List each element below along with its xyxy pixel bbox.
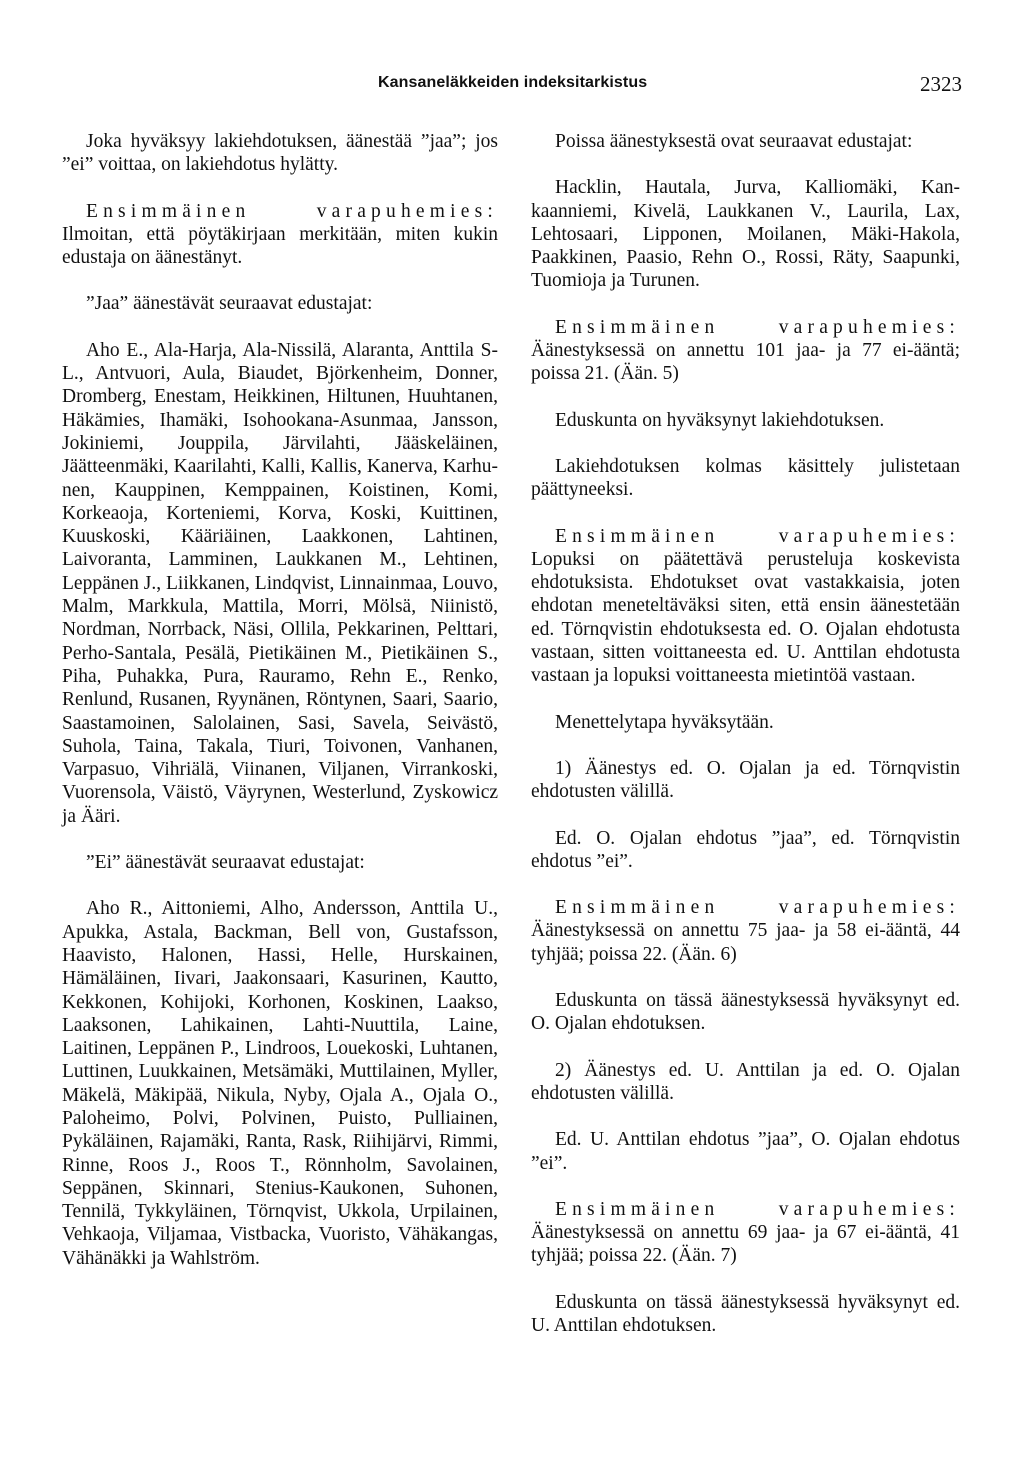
left-column bbox=[62, 130, 498, 1293]
paragraph: Menettelytapa hyväksytään. bbox=[555, 711, 774, 733]
speaker-paragraph bbox=[531, 1198, 960, 1268]
speech-text: Äänestyksessä on annettu 101 jaa- ja 77 ei-ääntä; poissa 21. (Ään. 5) bbox=[531, 340, 960, 385]
speaker-name: Ensimmäinen varapuhemies: bbox=[86, 200, 498, 222]
right-column bbox=[531, 130, 960, 1360]
member-list: Aho E., Ala-Harja, Ala-Nissilä, Alaranta, Anttila S-L., Antvuori, Aula, Biaudet, Björkenheim, Donner, Dromberg, Enestam, Heikkinen, Hiltunen, Huuhtanen, Häkämies, Ihamäki, Isohookana-Asunmaa, Jansson, Jokiniemi, Jouppila, Järvilahti, Jääskeläinen, Jäätteenmäki, Kaarilahti, Kalli, Kallis, Kanerva, Karhunen, Kauppinen, Kemppainen, Koistinen, Komi, Korkeaoja, Korteniemi, Korva, Koski, Kuittinen, Kuuskoski, Kääriäinen, Laakkonen, Lahtinen, Laivoranta, Lamminen, Laukkanen M., Lehtinen, Leppänen J., Liikkanen, Lindqvist, Linnainmaa, Louvo, Malm, Markkula, Mattila, Morri, Mölsä, Niinistö, Nordman, Norrback, Näsi, Ollila, Pekkarinen, Pelttari, Perho-Santala, Pesälä, Pietikäinen M., Pietikäinen S., Piha, Puhakka, Pura, Rauramo, Rehn E., Renko, Renlund, Rusanen, Ryynänen, Röntynen, Saari, Saario, Saastamoinen, Salolainen, Sasi, Savela, Seivästö, Suhola, Taina, Takala, Tiuri, Toivonen, Vanhanen, Varpasuo, Vihriälä, Viinanen, Viljanen, Virrankoski, Vuorensola, Väistö, Väyrynen, Westerlund, Zyskowicz ja Ääri. bbox=[62, 339, 498, 827]
paragraph: 1) Äänestys ed. O. Ojalan ja ed. Törnqvistin ehdotusten välillä. bbox=[531, 757, 960, 803]
speaker-name: Ensimmäinen varapuhemies: bbox=[555, 897, 960, 919]
speaker-name: Ensimmäinen varapuhemies: bbox=[555, 1198, 960, 1220]
paragraph: Ed. O. Ojalan ehdotus ”jaa”, ed. Törnqvistin ehdotus ”ei”. bbox=[531, 827, 960, 872]
speaker-paragraph bbox=[531, 896, 960, 966]
paragraph: Poissa äänestyksestä ovat seuraavat edustajat: bbox=[555, 131, 913, 152]
paragraph: Ed. U. Anttilan ehdotus ”jaa”, O. Ojalan ehdotus ”ei”. bbox=[531, 1129, 960, 1174]
paragraph: Eduskunta on tässä äänestyksessä hyväksynyt ed. U. Anttilan ehdotuksen. bbox=[531, 1291, 960, 1336]
speech-text: Äänestyksessä on annettu 69 jaa- ja 67 ei-ääntä, 41 tyhjää; poissa 22. (Ään. 7) bbox=[531, 1222, 960, 1267]
speaker-paragraph bbox=[531, 525, 960, 688]
paragraph: Eduskunta on hyväksynyt lakiehdotuksen. bbox=[555, 409, 885, 431]
speech-text: Äänestyksessä on annettu 75 jaa- ja 58 ei-ääntä, 44 tyhjää; poissa 22. (Ään. 6) bbox=[531, 920, 960, 965]
paragraph: ”Ei” äänestävät seuraavat edustajat: bbox=[86, 852, 365, 874]
speaker-paragraph bbox=[531, 316, 960, 386]
speech-text: Ilmoitan, että pöytäkirjaan merkitään, miten kukin edustaja on äänestänyt. bbox=[62, 223, 498, 269]
paragraph: Eduskunta on tässä äänestyksessä hyväksynyt ed. O. Ojalan ehdotuksen. bbox=[531, 990, 960, 1035]
speaker-name: Ensimmäinen varapuhemies: bbox=[555, 316, 960, 338]
running-title: Kansaneläkkeiden indeksitarkistus bbox=[378, 74, 648, 91]
speaker-name: Ensimmäinen varapuhemies: bbox=[555, 525, 960, 547]
member-list: Hacklin, Hautala, Jurva, Kalliomäki, Kankaanniemi, Kivelä, Laukkanen V., Laurila, Lax, Lehtosaari, Lipponen, Moilanen, Mäki-Hakola, Paakkinen, Paasio, Rehn O., Rossi, Räty, Saapunki, Tuomioja ja Turunen. bbox=[531, 177, 960, 292]
member-list: Aho R., Aittoniemi, Alho, Andersson, Anttila U., Apukka, Astala, Backman, Bell von, Gustafsson, Haavisto, Halonen, Hassi, Helle, Hurskainen, Hämäläinen, Iivari, Jaakonsaari, Kasurinen, Kautto, Kekkonen, Kohijoki, Korhonen, Koskinen, Laakso, Laaksonen, Lahikainen, Lahti-Nuuttila, Laine, Laitinen, Leppänen P., Lindroos, Louekoski, Luhtanen, Luttinen, Luukkainen, Metsämäki, Muttilainen, Myller, Mäkelä, Mäkipää, Nikula, Nyby, Ojala A., Ojala O., Paloheimo, Polvi, Polvinen, Puisto, Pulliainen, Pykäläinen, Rajamäki, Ranta, Rask, Riihijärvi, Rimmi, Rinne, Roos J., Roos T., Rönnholm, Savolainen, Seppänen, Skinnari, Stenius-Kaukonen, Suhonen, Tennilä, Tykkyläinen, Törnqvist, Ukkola, Urpilainen, Vehkaoja, Viljamaa, Vistbacka, Vuoristo, Vähäkangas, Vähänäkki ja Wahlström. bbox=[62, 898, 498, 1269]
speech-text: Lopuksi on päätettävä perusteluja koskevista ehdotuksista. Ehdotukset ovat vastakkaisia, joten ehdotan meneteltäväksi siten, että ensin äänestetään ed. Törnqvistin ehdotuksesta ed. O. Ojalan ehdotusta vastaan, sitten voittaneesta ed. U. Anttilan ehdotusta vastaan ja lopuksi voittaneesta mietintöä vastaan. bbox=[531, 548, 960, 687]
paragraph: 2) Äänestys ed. U. Anttilan ja ed. O. Ojalan ehdotusten välillä. bbox=[531, 1059, 960, 1104]
speaker-paragraph bbox=[62, 200, 498, 270]
page-number: 2323 bbox=[920, 72, 962, 96]
paragraph: Joka hyväksyy lakiehdotuksen, äänestää ”jaa”; jos ”ei” voittaa, on lakiehdotus hylätty. bbox=[62, 131, 498, 176]
paragraph: Lakiehdotuksen kolmas käsittely julistetaan päättyneeksi. bbox=[531, 455, 960, 501]
paragraph: ”Jaa” äänestävät seuraavat edustajat: bbox=[86, 293, 373, 315]
